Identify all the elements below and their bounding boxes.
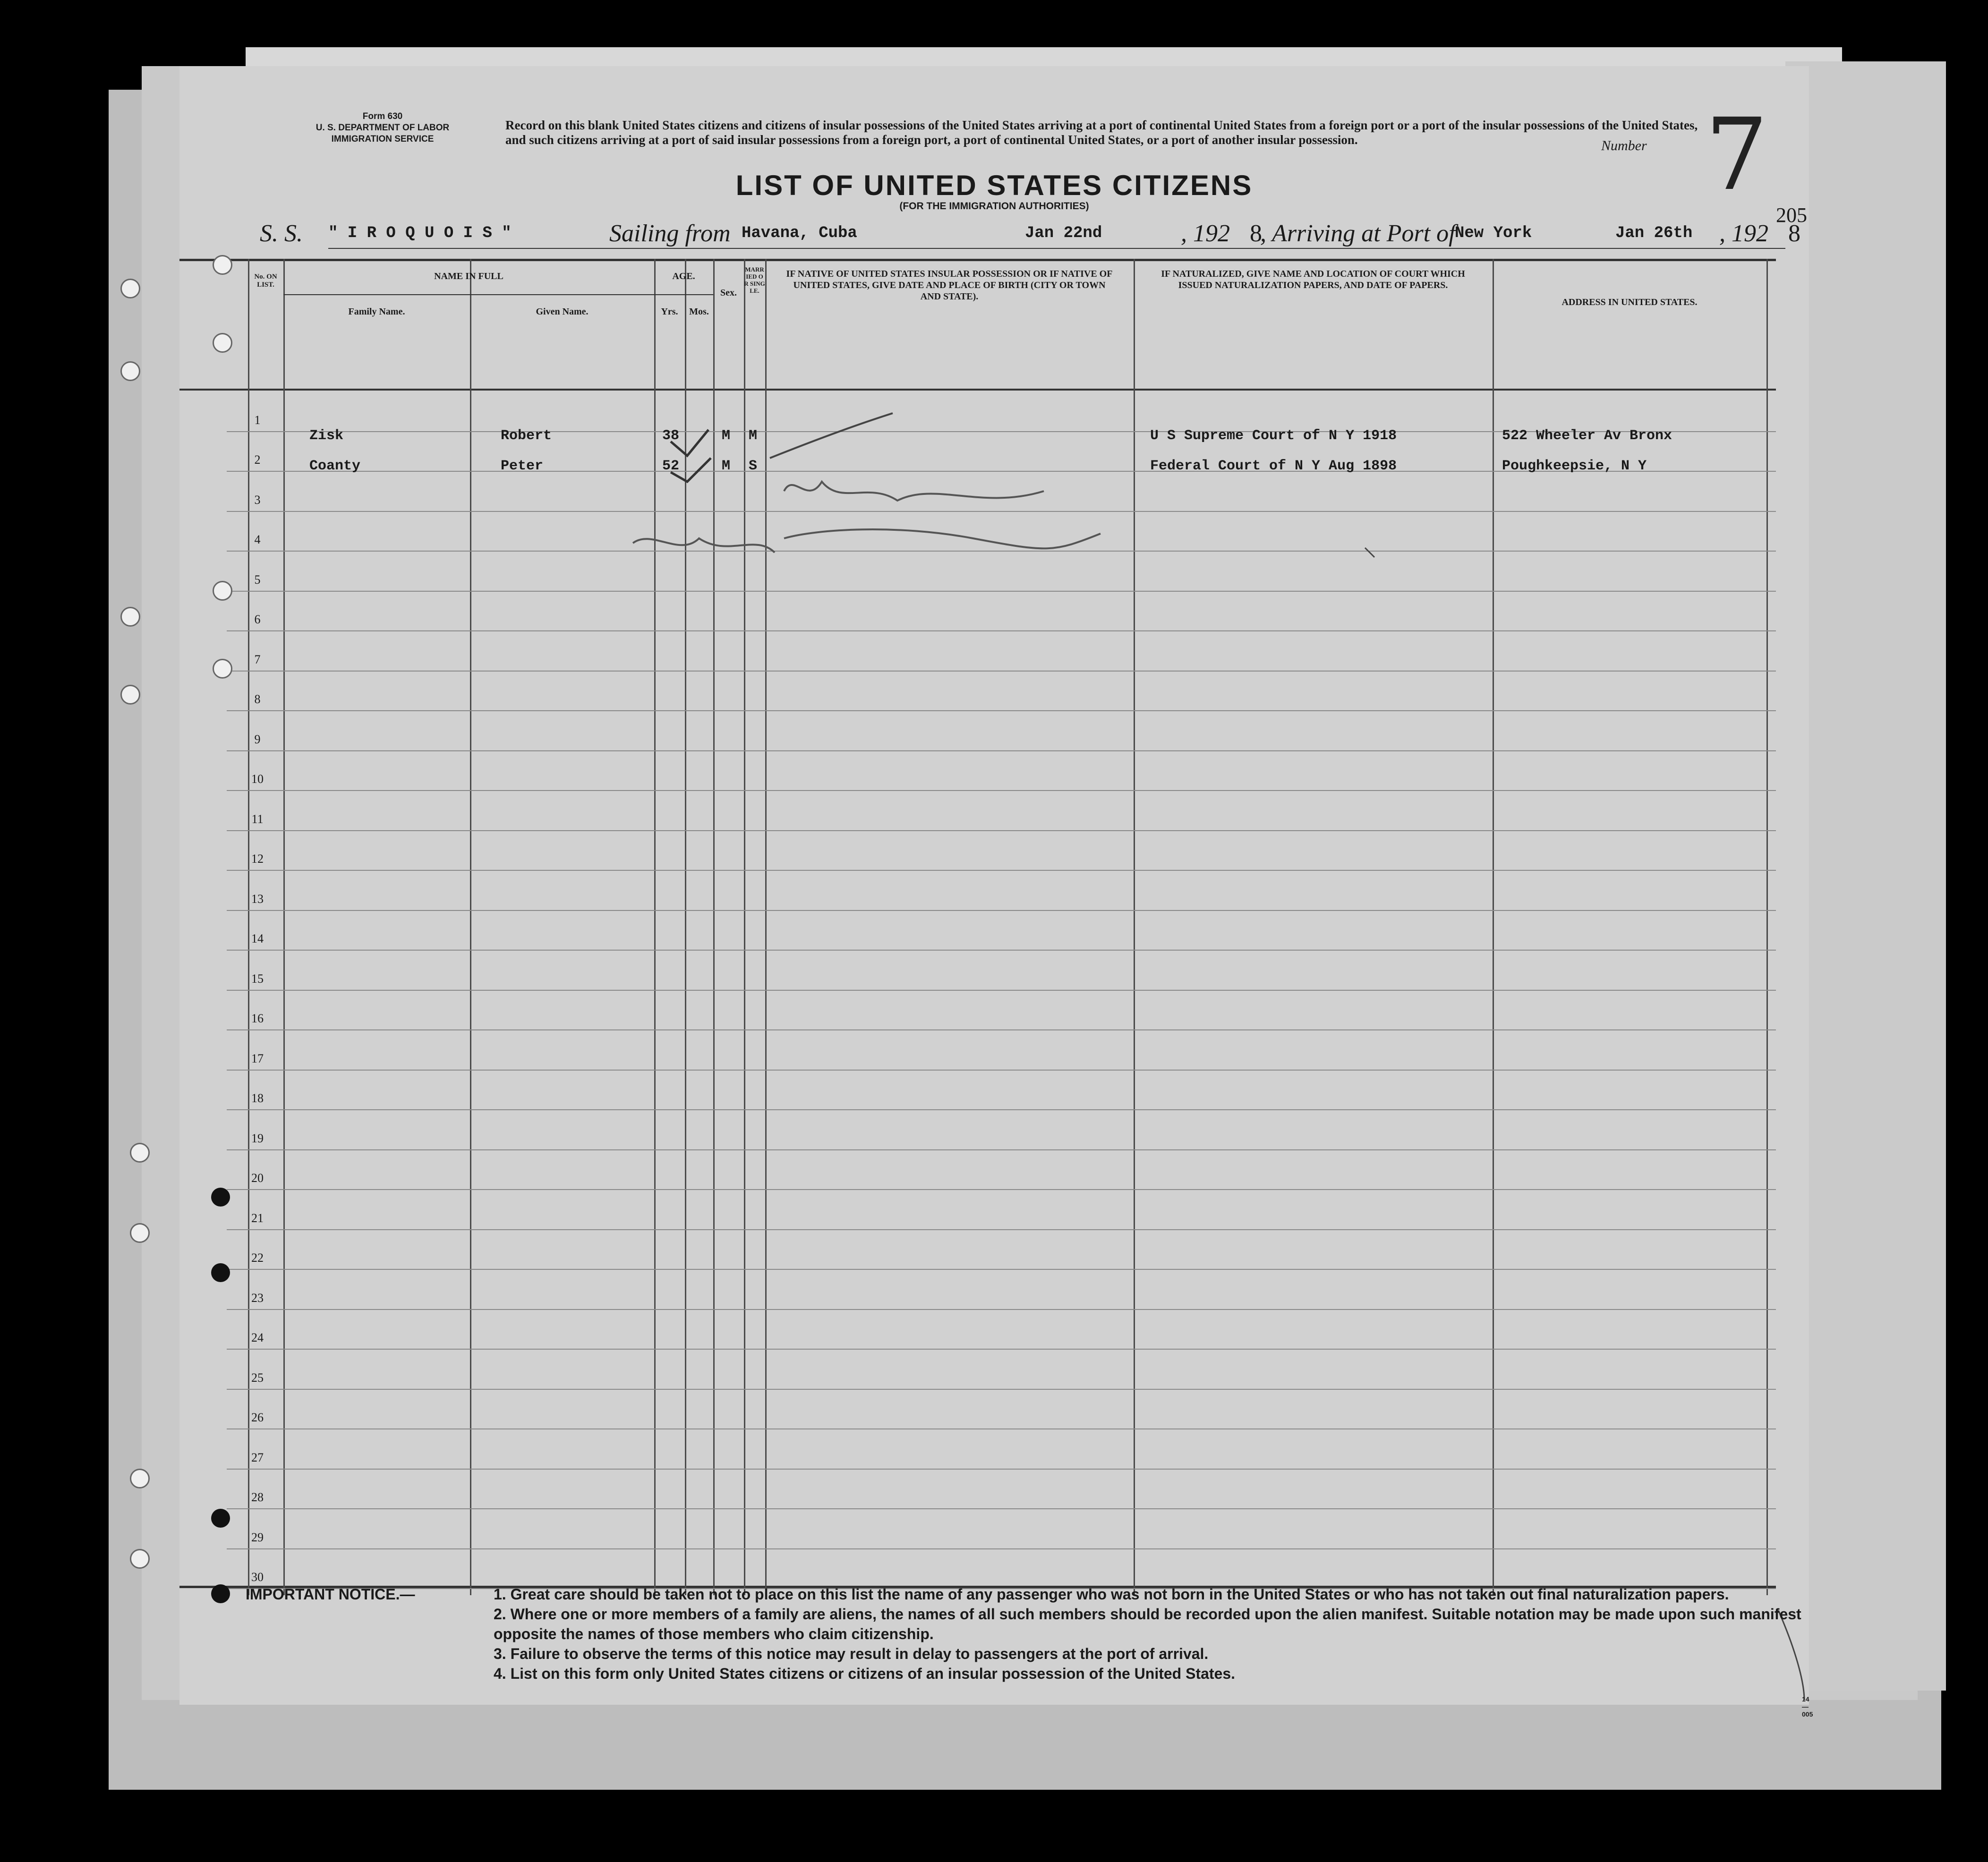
form-number: Form 630 bbox=[362, 111, 403, 121]
row-number: 25 bbox=[251, 1370, 264, 1385]
row-number: 8 bbox=[254, 692, 261, 706]
department-name: U. S. DEPARTMENT OF LABOR bbox=[316, 123, 450, 133]
row-number: 11 bbox=[251, 812, 264, 826]
row1-given-name: Robert bbox=[501, 428, 552, 444]
binder-hole bbox=[130, 1549, 150, 1569]
row-number: 6 bbox=[254, 612, 261, 626]
arriving-label: , Arriving at Port of bbox=[1260, 220, 1456, 247]
arrival-year-prefix: , 192 bbox=[1719, 220, 1768, 247]
header-mos: Mos. bbox=[689, 306, 709, 317]
row1-address: 522 Wheeler Av Bronx bbox=[1502, 428, 1672, 444]
service-name: IMMIGRATION SERVICE bbox=[331, 134, 434, 144]
row-number: 4 bbox=[254, 533, 261, 546]
binder-hole bbox=[211, 1584, 230, 1603]
row-number: 24 bbox=[251, 1331, 264, 1344]
row-number: 28 bbox=[251, 1490, 264, 1504]
row2-address: Poughkeepsie, N Y bbox=[1502, 458, 1647, 474]
row2-age-years: 52 bbox=[662, 458, 680, 474]
binder-hole bbox=[130, 1469, 150, 1488]
row-number: 17 bbox=[251, 1051, 264, 1065]
sailing-year-suffix: 8 bbox=[1250, 220, 1262, 247]
header-married-single: MARRIED OR SINGLE. bbox=[744, 266, 765, 294]
row-number: 5 bbox=[254, 572, 261, 587]
notice-heading: IMPORTANT NOTICE.— bbox=[246, 1586, 415, 1603]
row-number: 16 bbox=[251, 1012, 264, 1025]
notice-item-4: 4. List on this form only United States citizens or citizens of an insular possession of the United States. bbox=[494, 1665, 1236, 1682]
row-number: 23 bbox=[251, 1291, 264, 1305]
binder-hole bbox=[213, 659, 232, 679]
row2-sex: M bbox=[722, 458, 731, 474]
sailing-port: Havana, Cuba bbox=[742, 224, 857, 242]
row-number: 12 bbox=[251, 852, 264, 866]
header-native: IF NATIVE OF UNITED STATES INSULAR POSSESSION OR IF NATIVE OF UNITED STATES, GIVE DATE AND PLACE OF BIRTH (CITY OR TOWN AND STATE). bbox=[786, 269, 1113, 302]
arrival-port: New York bbox=[1455, 224, 1532, 242]
notice-item-2: 2. Where one or more members of a family are aliens, the names of all such members should be recorded upon the alien manifest. Suitable notation may be made upon such manifest opposite the names of those members who claim citizenship. bbox=[494, 1606, 1801, 1642]
binder-hole bbox=[130, 1143, 150, 1163]
binder-hole bbox=[213, 255, 232, 275]
number-label: Number bbox=[1601, 138, 1647, 153]
row-number: 18 bbox=[251, 1091, 264, 1105]
binder-hole bbox=[211, 1509, 230, 1528]
list-number: 7 bbox=[1705, 97, 1768, 213]
row-number: 21 bbox=[251, 1211, 264, 1225]
arrival-year-suffix: 8 bbox=[1788, 220, 1800, 247]
header-naturalized: IF NATURALIZED, GIVE NAME AND LOCATION OF COURT WHICH ISSUED NATURALIZATION PAPERS, AND DATE OF PAPERS. bbox=[1161, 269, 1465, 290]
row-number: 20 bbox=[251, 1171, 264, 1185]
header-given-name: Given Name. bbox=[536, 306, 589, 317]
row-number: 14 bbox=[251, 932, 264, 945]
header-name-in-full: NAME IN FULL bbox=[434, 271, 503, 281]
header-sex: Sex. bbox=[720, 288, 737, 298]
citizen-list-form bbox=[179, 66, 1813, 1718]
row-number: 7 bbox=[254, 652, 261, 666]
notice-item-1: 1. Great care should be taken not to place on this list the name of any passenger who was not born in the United States or who has not taken out final naturalization papers. bbox=[494, 1586, 1729, 1603]
page-title: LIST OF UNITED STATES CITIZENS bbox=[735, 170, 1253, 201]
notice-item-3: 3. Failure to observe the terms of this notice may result in delay to passengers at the port of arrival. bbox=[494, 1645, 1209, 1662]
binder-hole bbox=[213, 581, 232, 601]
row-number: 22 bbox=[251, 1251, 264, 1265]
underlying-page bbox=[1785, 61, 1946, 1691]
binder-hole bbox=[130, 1223, 150, 1243]
form-code: 14—005 bbox=[1802, 1695, 1813, 1718]
form-instructions: Record on this blank United States citizens and citizens of insular possessions of the United States arriving at a port of continental United States from a foreign port or a port of the insular possessions of the United States, and such citizens arriving at a port of said insular possessions from a foreign port, a port of continental United States, or a port of another insular possession. bbox=[505, 118, 1698, 147]
row-number: 3 bbox=[254, 493, 261, 507]
binder-hole bbox=[120, 685, 140, 705]
row1-naturalization-court: U S Supreme Court of N Y 1918 bbox=[1150, 428, 1397, 444]
header-family-name: Family Name. bbox=[348, 306, 405, 317]
header-no: No. ON LIST. bbox=[254, 273, 277, 289]
header-age: AGE. bbox=[672, 271, 695, 281]
row1-sex: M bbox=[722, 428, 731, 444]
binder-hole bbox=[211, 1188, 230, 1207]
row2-marital-status: S bbox=[749, 458, 758, 474]
binder-hole bbox=[211, 1263, 230, 1282]
row2-naturalization-court: Federal Court of N Y Aug 1898 bbox=[1150, 458, 1397, 474]
row-number: 9 bbox=[254, 732, 261, 746]
page-stamp: 205 bbox=[1776, 204, 1807, 227]
row-number: 26 bbox=[251, 1411, 264, 1424]
header-yrs: Yrs. bbox=[661, 306, 678, 317]
row2-given-name: Peter bbox=[501, 458, 544, 474]
row-number: 10 bbox=[251, 772, 264, 786]
ss-label: S. S. bbox=[260, 220, 303, 247]
row-number: 1 bbox=[254, 413, 261, 427]
row1-age-years: 38 bbox=[662, 428, 680, 444]
handwritten-annotations bbox=[179, 66, 1809, 1705]
row1-family-name: Zisk bbox=[309, 428, 344, 444]
binder-hole bbox=[213, 333, 232, 353]
row-number: 2 bbox=[254, 453, 261, 467]
binder-hole bbox=[120, 607, 140, 627]
row1-marital-status: M bbox=[749, 428, 758, 444]
ship-name: " I R O Q U O I S " bbox=[328, 224, 512, 242]
binder-hole bbox=[120, 279, 140, 298]
sailing-date: Jan 22nd bbox=[1025, 224, 1102, 242]
header-address: ADDRESS IN UNITED STATES. bbox=[1561, 297, 1698, 307]
row-number: 15 bbox=[251, 971, 264, 986]
sailing-label: Sailing from bbox=[609, 220, 731, 247]
row-number: 19 bbox=[251, 1131, 264, 1145]
row-number: 13 bbox=[251, 892, 264, 906]
arrival-date: Jan 26th bbox=[1615, 224, 1693, 242]
row-number: 27 bbox=[251, 1450, 264, 1464]
binder-hole bbox=[120, 361, 140, 381]
row-number: 30 bbox=[251, 1570, 264, 1584]
row2-family-name: Coanty bbox=[309, 458, 361, 474]
sailing-year-prefix: , 192 bbox=[1181, 220, 1230, 247]
row-number: 29 bbox=[251, 1530, 264, 1544]
page-subtitle: (FOR THE IMMIGRATION AUTHORITIES) bbox=[899, 201, 1089, 212]
